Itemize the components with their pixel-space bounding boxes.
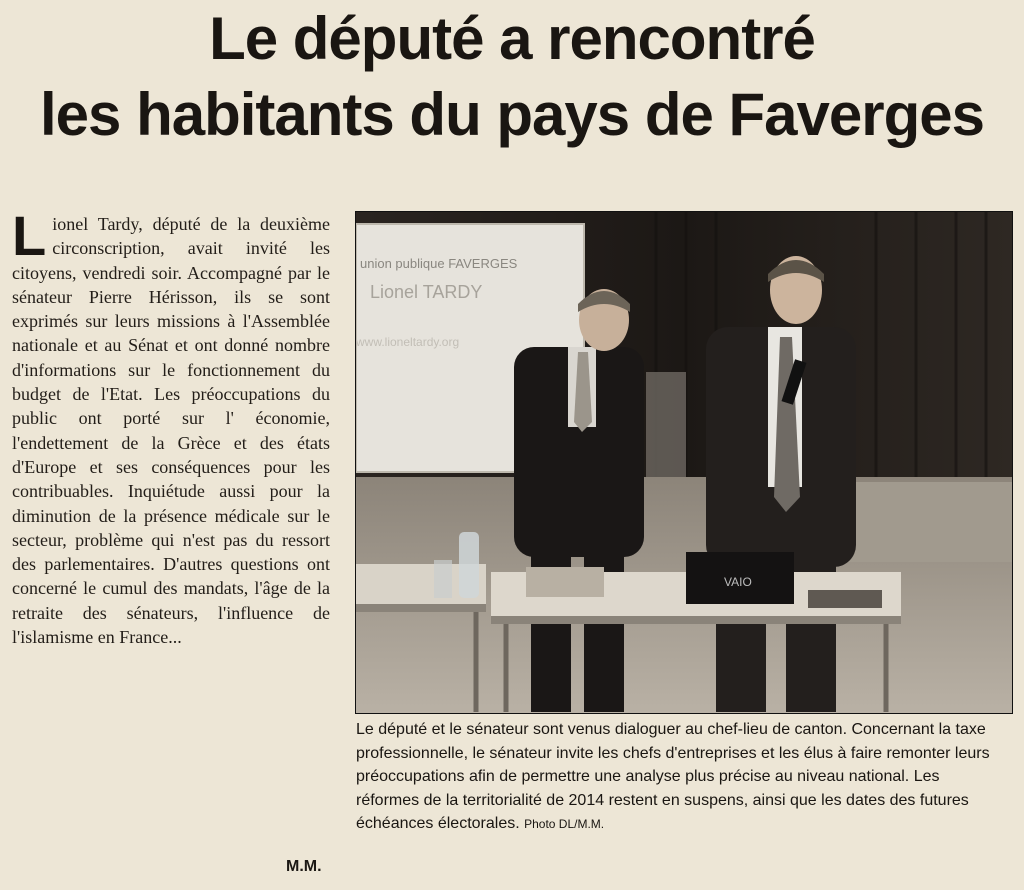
screen-text-1: union publique FAVERGES <box>360 256 518 271</box>
article-photo <box>355 211 1013 714</box>
laptop <box>686 552 794 604</box>
headline-line-2: les habitants du pays de Faverges <box>39 81 985 148</box>
drop-cap: L <box>12 204 47 267</box>
screen-text-3: www.lioneltardy.org <box>356 335 460 349</box>
author-signature: M.M. <box>286 858 322 875</box>
laptop-brand-text: VAIO <box>724 575 752 589</box>
article-text: ionel Tardy, député de la deuxième circonscription, avait invité les citoyens, vendredi soir. Accompagné par le sénateur Pierre Hérisson, ils se sont exprimés sur leurs missions à l'Assemblée nationale et au Sénat et ont donné nombre d'informations sur le fonctionnement du budget de l'Etat. Les préoccupations du public ont porté sur l' économie, l'endettement de la Grèce et des états d'Europe et ses conséquences pour les contribuables. Inquiétude aussi pour la diminution de la présence médicale sur le secteur, problème qui n'est pas du ressort des parlementaires. D'autres questions ont concerné le cumul des mandats, l'âge de la retraite des sénateurs, l'influence de l'islamisme en France... <box>12 214 330 648</box>
photo-illustration <box>356 212 1012 713</box>
screen-text-2: Lionel TARDY <box>370 282 483 302</box>
headline-line-1: Le député a rencontré <box>209 5 815 72</box>
background-chair <box>646 372 686 477</box>
document-folder <box>526 567 604 597</box>
article-headline <box>0 6 1024 154</box>
water-glass <box>434 560 452 598</box>
photo-caption <box>356 718 1006 837</box>
water-bottle <box>459 532 479 598</box>
article-body <box>12 204 330 649</box>
caption-text: Le député et le sénateur sont venus dialoguer au chef-lieu de canton. Concernant la taxe professionnelle, le sénateur invite les chefs d'entreprises et les élus à faire remonter leurs préoccupations afin de permettre une analyse plus précise au niveau national. Les réformes de la territorialité de 2014 restent en suspens, ainsi que les dates des futures échéances électorales. <box>356 721 990 833</box>
photo-credit: Photo DL/M.M. <box>524 817 605 832</box>
notebook-on-table <box>808 590 882 608</box>
